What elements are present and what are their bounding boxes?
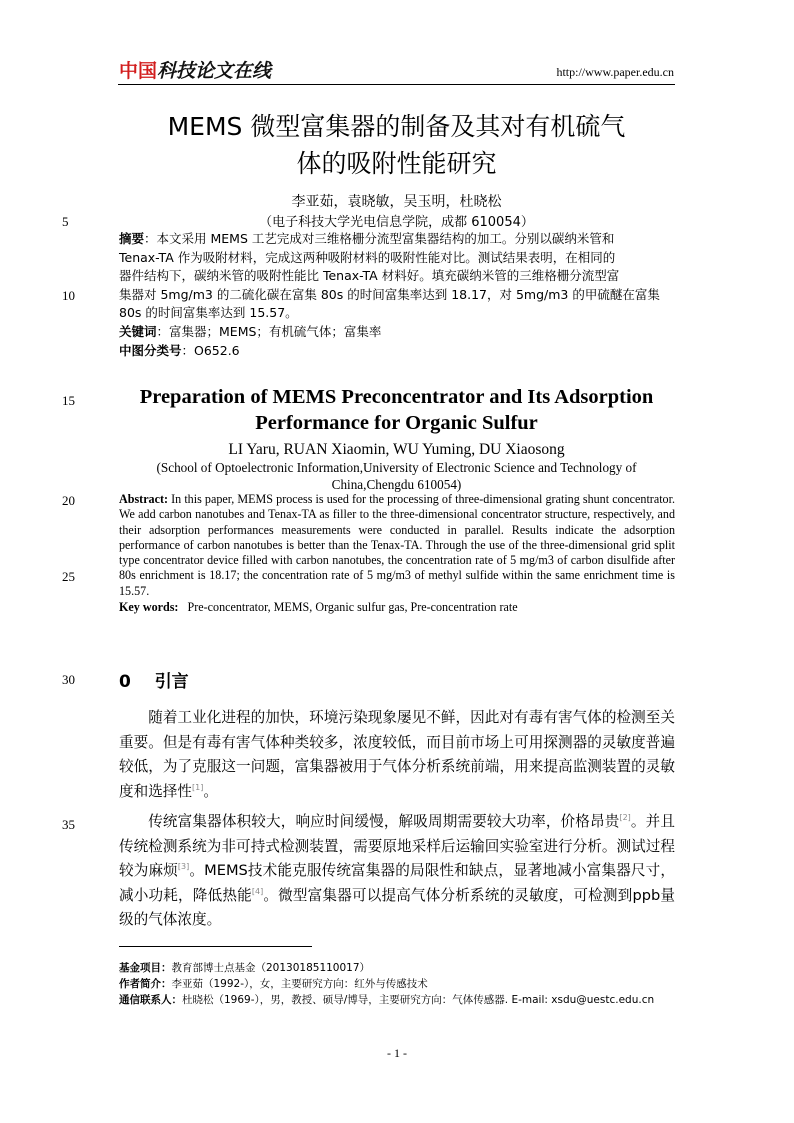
en-keywords-line	[119, 600, 518, 615]
author-text: 李亚茹（1992-），女，主要研究方向：红外与传感技术	[171, 978, 428, 990]
footnote-rule	[119, 946, 312, 947]
citation-ref[interactable]: [4]	[251, 886, 264, 896]
cn-abstract-line: 80s 的时间富集率达到 15.57。	[119, 305, 298, 321]
line-number: 10	[62, 288, 75, 303]
fund-text: 教育部博士点基金（20130185110017）	[171, 962, 371, 974]
en-abstract-label: Abstract:	[119, 492, 169, 506]
p2-text-a: 传统富集器体积较大，响应时间缓慢，解吸周期需要较大功率，价格昂贵	[148, 813, 620, 830]
en-keywords: Pre-concentrator, MEMS, Organic sulfur gas, Pre-concentration rate	[178, 600, 518, 614]
author-label: 作者简介：	[119, 978, 172, 990]
cn-title-line1: MEMS 微型富集器的制备及其对有机硫气	[167, 112, 626, 141]
cn-class-value: ：O652.6	[181, 342, 240, 358]
header-rule	[118, 84, 675, 85]
section-title: 引言	[154, 672, 189, 692]
en-title	[118, 384, 675, 436]
cn-abstract-line: 集器对 5mg/m3 的二硫化碳在富集 80s 的时间富集率达到 18.17，对 5mg/m3 的甲硫醚在富集	[119, 286, 660, 302]
en-affil-line2: China,Chengdu 610054)	[331, 476, 462, 492]
en-authors: LI Yaru, RUAN Xiaomin, WU Yuming, DU Xiaosong	[228, 441, 565, 458]
cn-title	[118, 108, 675, 182]
p2-text-b: 。并且传统检测系统为非可持式检测装置，需要原地采样后运输回实验室进行分析。测试过程较为麻烦	[119, 813, 675, 879]
citation-ref[interactable]: [2]	[619, 813, 631, 823]
cn-affiliation: （电子科技大学光电信息学院，成都 610054）	[259, 215, 534, 230]
cn-abstract-line: Tenax-TA 作为吸附材料，完成这两种吸附材料的吸附性能对比。测试结果表明，在相同的	[119, 249, 616, 265]
cn-authors: 李亚茹，袁晓敏，吴玉明，杜晓松	[291, 194, 502, 210]
en-abstract	[119, 492, 675, 599]
body-paragraph-2	[119, 810, 675, 933]
line-number: 15	[62, 393, 75, 408]
section-number: 0	[119, 672, 131, 692]
page-number: - 1 -	[387, 1046, 407, 1060]
line-number: 5	[62, 214, 69, 229]
journal-logo	[119, 60, 271, 82]
header-url: http://www.paper.edu.cn	[556, 65, 674, 79]
contact-text: 杜晓松（1969-），男，教授、硕导/博导，主要研究方向：气体传感器. E-mail: xsdu@uestc.edu.cn	[182, 994, 655, 1006]
p1-end: 。	[203, 782, 218, 800]
cn-title-line2: 体的吸附性能研究	[296, 149, 497, 178]
en-affil-line1: (School of Optoelectronic Information,University of Electronic Science and Technology of	[156, 460, 637, 475]
cn-abstract-line: ：本文采用 MEMS 工艺完成对三维格栅分流型富集器结构的加工。分别以碳纳米管和	[144, 231, 615, 246]
citation-ref[interactable]: [3]	[177, 862, 190, 872]
citation-ref[interactable]: [1]	[191, 782, 204, 792]
line-number: 35	[62, 817, 75, 832]
p2-text-c: 。MEMS技术能克服传统富集器的局限性和缺点，显著地减小富集器尺寸，减小功耗，降低热能	[119, 862, 675, 904]
body-paragraph-1	[119, 706, 675, 804]
p1-text: 随着工业化进程的加快，环境污染现象屡见不鲜，因此对有毒有害气体的检测至关重要。但是有毒有害气体种类较多，浓度较低，而目前市场上可用探测器的灵敏度普遍较低，为了克服这一问题，富集器被用于气体分析系统前端，用来提高监测装置的灵敏度和选择性	[119, 709, 675, 800]
en-abstract-text: In this paper, MEMS process is used for the processing of three-dimensional grating shunt concentrator. We add carbon nanotubes and Tenax-TA as filler to the three-dimensional concentrator structure, respectively, and their adsorption performances measurements were conducted in parallel. Results indicate the adsorption performance of carbon nanotubes is better than the Tenax-TA. Through the use of the three-dimensional grid split type concentrator device filled with carbon nanotubes, the concentration rate of 5 mg/m3 of carbon disulfide after 80s enrichment is 18.17; the concentration rate of 5 mg/m3 of methyl sulfide within the same enrichment time is 15.57.	[119, 492, 675, 598]
line-number: 30	[62, 672, 75, 687]
logo-part1: 中国	[119, 60, 158, 82]
cn-keywords-label: 关键词	[119, 323, 157, 339]
p2-text-d: 。微型富集器可以提高气体分析系统的灵敏度，可检测到ppb量级的气体浓度。	[119, 886, 675, 928]
logo-part2: 科技论文在线	[157, 60, 272, 82]
en-keywords-label: Key words:	[119, 600, 179, 614]
footnote-fund	[119, 960, 370, 976]
cn-keywords: ：富集器；MEMS；有机硫气体；富集率	[156, 323, 382, 339]
en-title-line2: Performance for Organic Sulfur	[255, 412, 538, 434]
section-heading	[119, 667, 189, 692]
line-number: 20	[62, 493, 75, 508]
en-affiliation	[118, 460, 675, 493]
cn-abstract-line: 器件结构下，碳纳米管的吸附性能比 Tenax-TA 材料好。填充碳纳米管的三维格栅分流型富	[119, 268, 620, 284]
cn-class-label: 中图分类号	[119, 342, 182, 358]
cn-abstract	[119, 230, 675, 360]
line-number: 25	[62, 569, 75, 584]
en-title-line1: Preparation of MEMS Preconcentrator and Its Adsorption	[139, 386, 654, 408]
fund-label: 基金项目：	[119, 962, 172, 974]
footnote-contact	[119, 992, 654, 1008]
contact-label: 通信联系人：	[119, 994, 182, 1006]
footnote-author	[119, 976, 428, 992]
cn-abstract-label: 摘要	[119, 231, 145, 246]
